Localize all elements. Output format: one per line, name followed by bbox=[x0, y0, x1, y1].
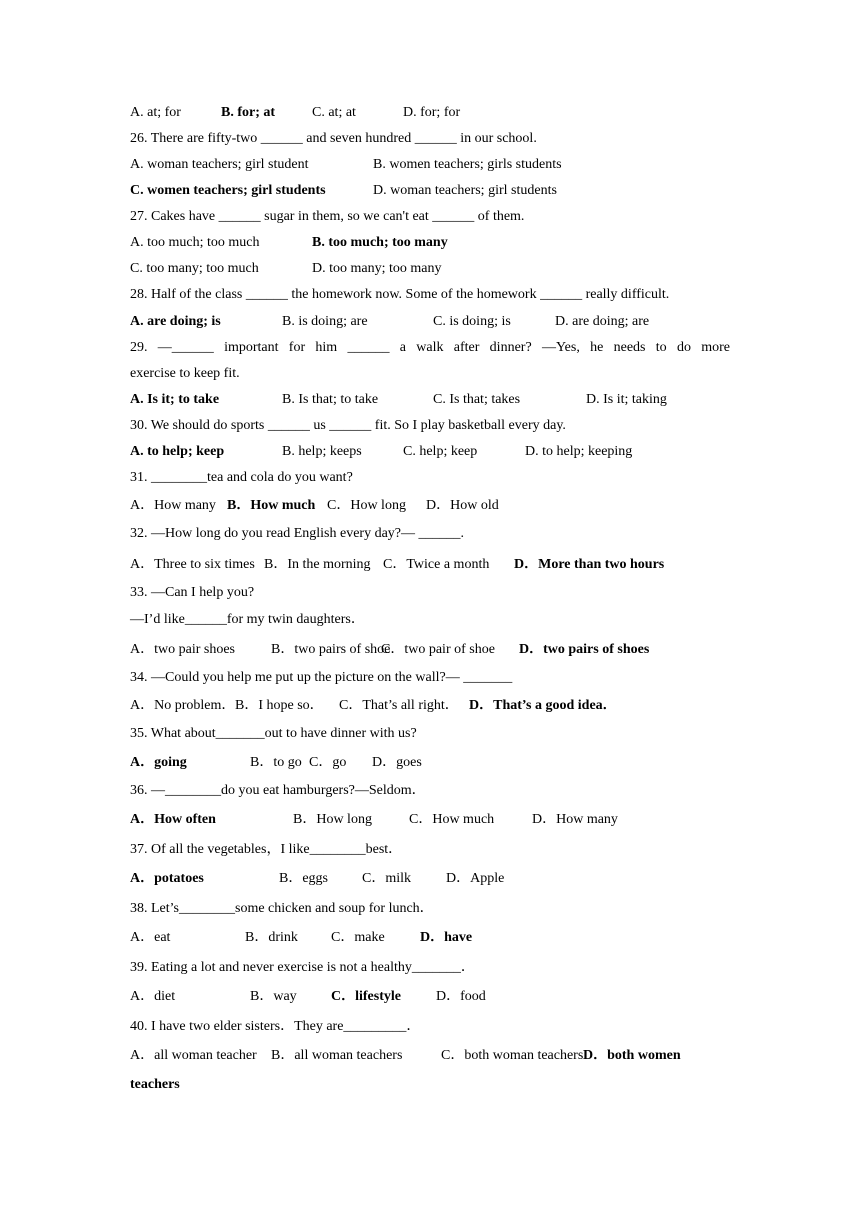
answer-option: B．In the morning bbox=[264, 557, 371, 572]
answer-option: B. help; keeps bbox=[282, 444, 362, 459]
answer-option: D. to help; keeping bbox=[525, 444, 633, 459]
answer-option: C．go bbox=[309, 755, 347, 770]
text-line bbox=[130, 156, 730, 176]
answer-option: A．all woman teacher bbox=[130, 1048, 257, 1063]
question-text: 35. What about_______out to have dinner with us? bbox=[130, 726, 417, 741]
text-line bbox=[130, 497, 730, 517]
answer-option: A. woman teachers; girl student bbox=[130, 157, 309, 172]
answer-option: A. are doing; is bbox=[130, 314, 221, 329]
question-text: teachers bbox=[130, 1077, 180, 1092]
answer-option: C．That’s all right． bbox=[339, 698, 459, 713]
text-line bbox=[130, 870, 730, 890]
answer-option: D. woman teachers; girl students bbox=[373, 183, 557, 198]
question-text: 32. —How long do you read English every day?— ______. bbox=[130, 526, 464, 541]
answer-option: B．way bbox=[250, 989, 297, 1004]
question-text: exercise to keep fit. bbox=[130, 366, 240, 381]
question-text: 36. —________do you eat hamburgers?—Seldom． bbox=[130, 783, 426, 798]
text-line bbox=[130, 725, 730, 745]
text-line bbox=[130, 469, 730, 489]
text-line bbox=[130, 365, 730, 385]
answer-option: B．How much bbox=[227, 498, 316, 513]
answer-option: A．eat bbox=[130, 930, 171, 945]
answer-option: A．going bbox=[130, 755, 187, 770]
answer-option: A. too much; too much bbox=[130, 235, 260, 250]
answer-option: C．Twice a month bbox=[383, 557, 490, 572]
question-text: 33. —Can I help you? bbox=[130, 585, 255, 600]
answer-option: C. help; keep bbox=[403, 444, 478, 459]
answer-option: C．How much bbox=[409, 812, 495, 827]
text-line bbox=[130, 929, 730, 949]
answer-option: D．Apple bbox=[446, 871, 505, 886]
answer-option: B．drink bbox=[245, 930, 298, 945]
answer-option: A. at; for bbox=[130, 105, 181, 120]
text-line bbox=[130, 339, 730, 359]
text-line bbox=[130, 669, 730, 689]
text-line bbox=[130, 900, 730, 920]
answer-option: A．How often bbox=[130, 812, 216, 827]
question-text: 39. Eating a lot and never exercise is not a healthy_______． bbox=[130, 960, 475, 975]
text-line bbox=[130, 525, 730, 545]
answer-option: D. are doing; are bbox=[555, 314, 650, 329]
question-text: 40. I have two elder sisters．They are_________． bbox=[130, 1019, 421, 1034]
text-line bbox=[130, 556, 730, 576]
answer-option: C. Is that; takes bbox=[433, 392, 521, 407]
answer-option: C. women teachers; girl students bbox=[130, 183, 326, 198]
answer-option: C．How long bbox=[327, 498, 406, 513]
text-line bbox=[130, 1018, 730, 1038]
answer-option: D．food bbox=[436, 989, 486, 1004]
question-text: 28. Half of the class ______ the homework now. Some of the homework ______ really difficult. bbox=[130, 287, 670, 302]
text-line bbox=[130, 443, 730, 463]
text-line bbox=[130, 782, 730, 802]
answer-option: A．No problem． bbox=[130, 698, 236, 713]
text-line bbox=[130, 584, 730, 604]
answer-option: B．How long bbox=[293, 812, 372, 827]
answer-option: B．two pairs of shoe bbox=[271, 642, 391, 657]
answer-option: D．two pairs of shoes bbox=[519, 642, 650, 657]
text-line bbox=[130, 841, 730, 861]
text-line bbox=[130, 417, 730, 437]
text-line bbox=[130, 988, 730, 1008]
answer-option: C．lifestyle bbox=[331, 989, 401, 1004]
answer-option: A．Three to six times bbox=[130, 557, 255, 572]
text-line bbox=[130, 811, 730, 831]
answer-option: C. is doing; is bbox=[433, 314, 511, 329]
question-text: 37. Of all the vegetables，I like________best． bbox=[130, 842, 403, 857]
text-line bbox=[130, 313, 730, 333]
answer-option: C．two pair of shoe bbox=[381, 642, 495, 657]
answer-option: A．two pair shoes bbox=[130, 642, 235, 657]
question-text: 30. We should do sports ______ us ______ fit. So I play basketball every day. bbox=[130, 418, 566, 433]
question-text: 38. Let’s________some chicken and soup for lunch． bbox=[130, 901, 434, 916]
text-line bbox=[130, 611, 730, 631]
answer-option: B．I hope so． bbox=[235, 698, 324, 713]
answer-option: B．to go bbox=[250, 755, 302, 770]
answer-option: D．have bbox=[420, 930, 473, 945]
answer-option: A. Is it; to take bbox=[130, 392, 220, 407]
text-line bbox=[130, 182, 730, 202]
text-line bbox=[130, 104, 730, 124]
text-line bbox=[130, 1047, 730, 1067]
answer-option: D．How many bbox=[532, 812, 618, 827]
answer-option: C．both woman teachers bbox=[441, 1048, 584, 1063]
text-line bbox=[130, 130, 730, 150]
answer-option: D．goes bbox=[372, 755, 422, 770]
text-line bbox=[130, 697, 730, 717]
answer-option: A. to help; keep bbox=[130, 444, 225, 459]
answer-option: A．diet bbox=[130, 989, 176, 1004]
text-line bbox=[130, 208, 730, 228]
text-line bbox=[130, 1076, 730, 1096]
text-line bbox=[130, 641, 730, 661]
answer-option: D．How old bbox=[426, 498, 499, 513]
question-text: 31. ________tea and cola do you want? bbox=[130, 470, 353, 485]
text-line bbox=[130, 234, 730, 254]
answer-option: D．That’s a good idea． bbox=[469, 698, 617, 713]
text-line bbox=[130, 391, 730, 411]
text-line bbox=[130, 286, 730, 306]
answer-option: C. too many; too much bbox=[130, 261, 259, 276]
answer-option: A．potatoes bbox=[130, 871, 204, 886]
answer-option: D．More than two hours bbox=[514, 557, 665, 572]
question-text: 34. —Could you help me put up the picture on the wall?— _______ bbox=[130, 670, 513, 685]
answer-option: D. for; for bbox=[403, 105, 461, 120]
answer-option: A．How many bbox=[130, 498, 216, 513]
answer-option: B. Is that; to take bbox=[282, 392, 379, 407]
answer-option: B. too much; too many bbox=[312, 235, 448, 250]
answer-option: B．eggs bbox=[279, 871, 328, 886]
answer-option: B. is doing; are bbox=[282, 314, 368, 329]
text-line bbox=[130, 959, 730, 979]
answer-option: D．both women bbox=[583, 1048, 681, 1063]
question-text: 29. —______ important for him ______ a walk after dinner? —Yes, he needs to do more bbox=[130, 340, 730, 355]
answer-option: D. too many; too many bbox=[312, 261, 442, 276]
text-line bbox=[130, 260, 730, 280]
question-text: 26. There are fifty-two ______ and seven hundred ______ in our school. bbox=[130, 131, 537, 146]
question-text: 27. Cakes have ______ sugar in them, so we can't eat ______ of them. bbox=[130, 209, 525, 224]
answer-option: B. women teachers; girls students bbox=[373, 157, 562, 172]
text-line bbox=[130, 754, 730, 774]
answer-option: C．milk bbox=[362, 871, 412, 886]
answer-option: B．all woman teachers bbox=[271, 1048, 403, 1063]
answer-option: D. Is it; taking bbox=[586, 392, 667, 407]
answer-option: C. at; at bbox=[312, 105, 356, 120]
answer-option: C．make bbox=[331, 930, 385, 945]
answer-option: B. for; at bbox=[221, 105, 276, 120]
question-text: —I’d like______for my twin daughters． bbox=[130, 612, 365, 627]
